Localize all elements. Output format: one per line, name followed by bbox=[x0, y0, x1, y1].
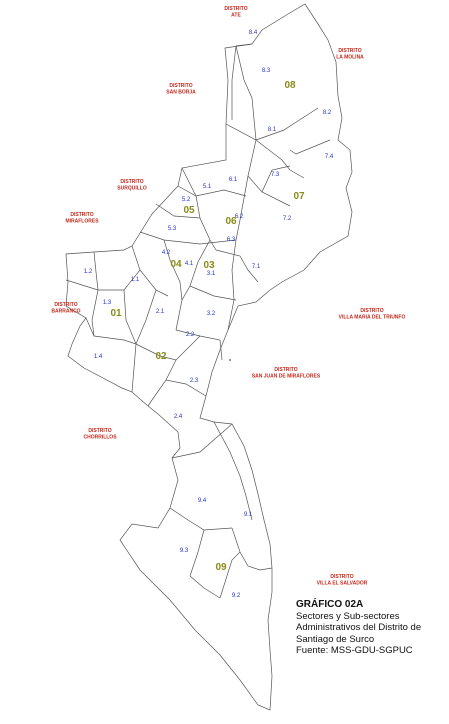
caption-line: Administrativos del Distrito de bbox=[296, 622, 422, 633]
caption-line: Fuente: MSS-GDU-SGPUC bbox=[296, 645, 413, 656]
sector-label: 05 bbox=[183, 205, 195, 216]
subsector-label: 2.3 bbox=[189, 378, 199, 384]
sector-line bbox=[220, 552, 240, 598]
subsector-label: 1.4 bbox=[93, 354, 103, 360]
subsector-label: 9.1 bbox=[243, 512, 253, 518]
sector-line bbox=[228, 140, 256, 330]
sector-label: 04 bbox=[170, 259, 182, 270]
sector-line bbox=[66, 270, 140, 290]
subsector-label: 9.2 bbox=[231, 593, 241, 599]
subsector-label: 2.2 bbox=[185, 332, 195, 338]
sector-labels bbox=[110, 80, 305, 573]
sector-line bbox=[172, 424, 232, 458]
sector-label: 01 bbox=[110, 308, 122, 319]
sector-line bbox=[214, 422, 252, 520]
subsector-label: 8.1 bbox=[267, 127, 277, 133]
subsector-label: 7.1 bbox=[251, 264, 261, 270]
sector-line bbox=[140, 232, 236, 244]
sector-label: 07 bbox=[293, 191, 305, 202]
district-label-chorrillos: DISTRITO CHORRILLOS bbox=[83, 428, 117, 441]
sector-line bbox=[290, 140, 330, 154]
sector-label: 02 bbox=[155, 351, 167, 362]
district-label-san-borja: DISTRITO SAN BORJA bbox=[166, 83, 196, 96]
map-dot bbox=[229, 359, 231, 361]
sector-line bbox=[236, 46, 256, 140]
subsector-label: 3.1 bbox=[206, 271, 216, 277]
sector-line bbox=[232, 528, 272, 570]
sector-line bbox=[176, 330, 222, 360]
district-label-villa-maria: DISTRITO VILLA MARIA DEL TRIUNFO bbox=[338, 308, 406, 321]
subsector-label: 6.3 bbox=[226, 237, 236, 243]
sector-label: 06 bbox=[225, 216, 237, 227]
subsector-label: 1.1 bbox=[130, 277, 140, 283]
district-label-sjm: DISTRITO SAN JUAN DE MIRAFLORES bbox=[251, 367, 321, 380]
sector-line bbox=[256, 108, 318, 140]
subsector-label: 5.1 bbox=[202, 184, 212, 190]
district-label-miraflores: DISTRITO MIRAFLORES bbox=[65, 212, 99, 225]
sector-line bbox=[176, 240, 210, 330]
sector-line bbox=[226, 124, 304, 178]
subsector-label: 7.2 bbox=[282, 216, 292, 222]
subsector-label: 4.2 bbox=[161, 250, 171, 256]
sector-line bbox=[161, 240, 182, 300]
sector-line bbox=[190, 286, 236, 300]
subsector-label: 6.1 bbox=[228, 177, 238, 183]
district-label-surquillo: DISTRITO SURQUILLO bbox=[117, 179, 147, 192]
subsector-label: 4.1 bbox=[184, 261, 194, 267]
caption-line: Sectores y Sub-sectores bbox=[296, 610, 400, 622]
sector-line bbox=[136, 290, 156, 344]
subsector-label: 7.4 bbox=[324, 154, 334, 160]
subsector-label: 9.4 bbox=[197, 498, 207, 504]
sector-label: 09 bbox=[215, 562, 227, 573]
subsector-label: 5.3 bbox=[167, 226, 177, 232]
sector-label: 08 bbox=[284, 80, 296, 91]
sector-label: 03 bbox=[203, 260, 215, 271]
subsector-label: 2.1 bbox=[155, 309, 165, 315]
subsector-label: 3.2 bbox=[206, 311, 216, 317]
subsector-label: 2.4 bbox=[173, 414, 183, 420]
district-label-ves: DISTRITO VILLA EL SALVADOR bbox=[316, 574, 368, 587]
sector-line bbox=[262, 166, 290, 192]
sector-line bbox=[178, 186, 246, 196]
map-caption bbox=[296, 599, 446, 657]
subsector-label: 1.2 bbox=[83, 269, 93, 275]
subsector-label: 9.3 bbox=[179, 548, 189, 554]
sector-line bbox=[136, 336, 200, 360]
district-label-ate: DISTRITO ATE bbox=[224, 6, 248, 19]
caption-title: GRÁFICO 02A bbox=[296, 599, 364, 610]
sector-line bbox=[232, 44, 252, 120]
district-label-barranco: DISTRITO BARRANCO bbox=[51, 302, 81, 315]
district-labels bbox=[51, 6, 405, 587]
sector-line bbox=[248, 176, 290, 206]
subsector-label: 1.3 bbox=[102, 300, 112, 306]
sector-line bbox=[94, 252, 98, 290]
sector-line bbox=[124, 290, 136, 392]
sector-line bbox=[166, 380, 206, 396]
caption-line: Santiago de Surco bbox=[296, 633, 375, 645]
subsector-label: 5.2 bbox=[181, 197, 191, 203]
district-label-la-molina: DISTRITO LA MOLINA bbox=[336, 48, 364, 61]
subsector-label: 8.3 bbox=[261, 68, 271, 74]
subsector-label: 6.2 bbox=[234, 214, 244, 220]
sector-line bbox=[170, 508, 232, 530]
subsector-label: 8.4 bbox=[248, 30, 258, 36]
subsector-label: 8.2 bbox=[322, 110, 332, 116]
subsector-label: 7.3 bbox=[270, 172, 280, 178]
sector-line bbox=[148, 360, 176, 406]
sector-line bbox=[92, 290, 98, 336]
